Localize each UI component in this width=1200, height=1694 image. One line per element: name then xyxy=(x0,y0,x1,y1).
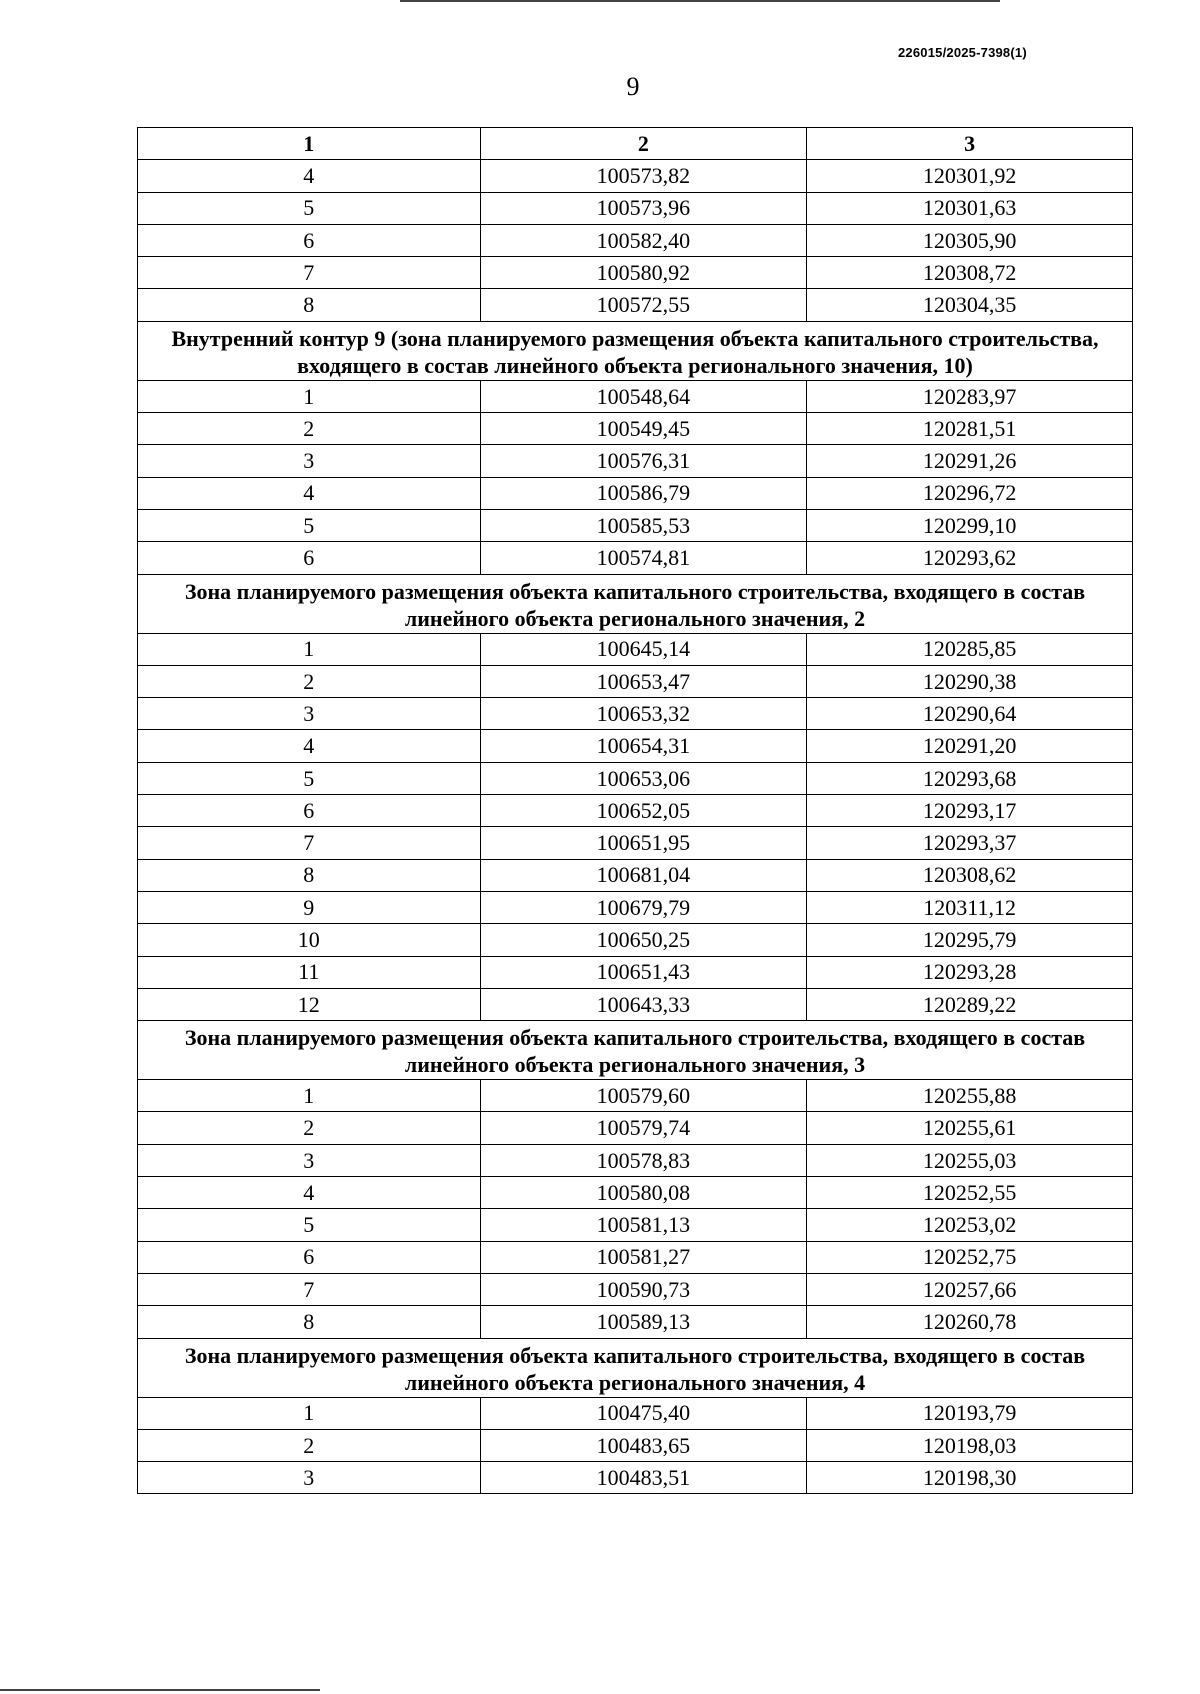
y-coordinate-cell: 120308,62 xyxy=(807,859,1133,891)
y-coordinate-cell: 120252,55 xyxy=(807,1177,1133,1209)
table-header-row xyxy=(138,128,1133,160)
table-row xyxy=(138,1144,1133,1176)
y-coordinate-cell: 120290,38 xyxy=(807,665,1133,697)
table-row xyxy=(138,1429,1133,1461)
table-row xyxy=(138,1462,1133,1494)
x-coordinate-cell: 100652,05 xyxy=(480,795,807,827)
point-number-cell: 9 xyxy=(138,891,481,923)
point-number-cell: 1 xyxy=(138,1397,481,1429)
x-coordinate-cell: 100589,13 xyxy=(480,1306,807,1338)
y-coordinate-cell: 120305,90 xyxy=(807,224,1133,256)
point-number-cell: 6 xyxy=(138,1241,481,1273)
y-coordinate-cell: 120252,75 xyxy=(807,1241,1133,1273)
y-coordinate-cell: 120193,79 xyxy=(807,1397,1133,1429)
table-row xyxy=(138,924,1133,956)
y-coordinate-cell: 120283,97 xyxy=(807,380,1133,412)
table-row xyxy=(138,891,1133,923)
table-row xyxy=(138,1112,1133,1144)
table-body xyxy=(138,160,1133,1494)
x-coordinate-cell: 100651,43 xyxy=(480,956,807,988)
scan-top-rule xyxy=(400,0,1000,2)
point-number-cell: 3 xyxy=(138,1144,481,1176)
point-number-cell: 12 xyxy=(138,988,481,1020)
section-title: Зона планируемого размещения объекта капитального строительства, входящего в состав линейного объекта регионального значения, 4 xyxy=(138,1338,1133,1397)
x-coordinate-cell: 100582,40 xyxy=(480,224,807,256)
table-row xyxy=(138,509,1133,541)
point-number-cell: 11 xyxy=(138,956,481,988)
y-coordinate-cell: 120255,88 xyxy=(807,1080,1133,1112)
point-number-cell: 8 xyxy=(138,289,481,321)
y-coordinate-cell: 120301,92 xyxy=(807,160,1133,192)
point-number-cell: 8 xyxy=(138,859,481,891)
point-number-cell: 5 xyxy=(138,1209,481,1241)
x-coordinate-cell: 100573,96 xyxy=(480,192,807,224)
point-number-cell: 1 xyxy=(138,1080,481,1112)
x-coordinate-cell: 100651,95 xyxy=(480,827,807,859)
table-row xyxy=(138,224,1133,256)
y-coordinate-cell: 120304,35 xyxy=(807,289,1133,321)
point-number-cell: 4 xyxy=(138,477,481,509)
table-row xyxy=(138,1209,1133,1241)
point-number-cell: 2 xyxy=(138,1429,481,1461)
x-coordinate-cell: 100581,27 xyxy=(480,1241,807,1273)
x-coordinate-cell: 100590,73 xyxy=(480,1273,807,1305)
table-row xyxy=(138,1080,1133,1112)
coordinates-table xyxy=(137,127,1133,1494)
x-coordinate-cell: 100578,83 xyxy=(480,1144,807,1176)
x-coordinate-cell: 100483,51 xyxy=(480,1462,807,1494)
point-number-cell: 5 xyxy=(138,192,481,224)
x-coordinate-cell: 100483,65 xyxy=(480,1429,807,1461)
y-coordinate-cell: 120260,78 xyxy=(807,1306,1133,1338)
point-number-cell: 3 xyxy=(138,1462,481,1494)
x-coordinate-cell: 100653,06 xyxy=(480,762,807,794)
y-coordinate-cell: 120291,26 xyxy=(807,445,1133,477)
point-number-cell: 8 xyxy=(138,1306,481,1338)
y-coordinate-cell: 120289,22 xyxy=(807,988,1133,1020)
y-coordinate-cell: 120290,64 xyxy=(807,698,1133,730)
x-coordinate-cell: 100645,14 xyxy=(480,633,807,665)
point-number-cell: 7 xyxy=(138,257,481,289)
table-row xyxy=(138,1273,1133,1305)
table-row xyxy=(138,192,1133,224)
page-number: 9 xyxy=(626,72,640,101)
point-number-cell: 5 xyxy=(138,509,481,541)
table-row xyxy=(138,289,1133,321)
section-title-row xyxy=(138,1021,1133,1080)
point-number-cell: 2 xyxy=(138,665,481,697)
x-coordinate-cell: 100650,25 xyxy=(480,924,807,956)
x-coordinate-cell: 100549,45 xyxy=(480,413,807,445)
y-coordinate-cell: 120281,51 xyxy=(807,413,1133,445)
x-coordinate-cell: 100579,60 xyxy=(480,1080,807,1112)
point-number-cell: 3 xyxy=(138,698,481,730)
table-row xyxy=(138,413,1133,445)
point-number-cell: 6 xyxy=(138,795,481,827)
section-title: Зона планируемого размещения объекта капитального строительства, входящего в состав линейного объекта регионального значения, 3 xyxy=(138,1021,1133,1080)
y-coordinate-cell: 120293,68 xyxy=(807,762,1133,794)
table-row xyxy=(138,859,1133,891)
table-row xyxy=(138,160,1133,192)
x-coordinate-cell: 100581,13 xyxy=(480,1209,807,1241)
table-row xyxy=(138,1177,1133,1209)
point-number-cell: 1 xyxy=(138,380,481,412)
point-number-cell: 5 xyxy=(138,762,481,794)
table-row xyxy=(138,698,1133,730)
point-number-cell: 2 xyxy=(138,1112,481,1144)
x-coordinate-cell: 100586,79 xyxy=(480,477,807,509)
y-coordinate-cell: 120295,79 xyxy=(807,924,1133,956)
table-row xyxy=(138,633,1133,665)
section-title: Внутренний контур 9 (зона планируемого размещения объекта капитального строительства, входящего в состав линейного объекта регионального значения, 10) xyxy=(138,321,1133,380)
x-coordinate-cell: 100653,47 xyxy=(480,665,807,697)
table-row xyxy=(138,762,1133,794)
point-number-cell: 6 xyxy=(138,224,481,256)
table-row xyxy=(138,1397,1133,1429)
x-coordinate-cell: 100681,04 xyxy=(480,859,807,891)
point-number-cell: 6 xyxy=(138,542,481,574)
document-number: 226015/2025-7398(1) xyxy=(898,45,1027,60)
x-coordinate-cell: 100576,31 xyxy=(480,445,807,477)
y-coordinate-cell: 120293,28 xyxy=(807,956,1133,988)
y-coordinate-cell: 120255,61 xyxy=(807,1112,1133,1144)
y-coordinate-cell: 120255,03 xyxy=(807,1144,1133,1176)
point-number-cell: 3 xyxy=(138,445,481,477)
table-row xyxy=(138,477,1133,509)
x-coordinate-cell: 100573,82 xyxy=(480,160,807,192)
scan-bottom-rule xyxy=(0,1689,320,1691)
point-number-cell: 1 xyxy=(138,633,481,665)
x-coordinate-cell: 100585,53 xyxy=(480,509,807,541)
table-row xyxy=(138,827,1133,859)
column-header-x: 2 xyxy=(480,128,807,160)
table-row xyxy=(138,257,1133,289)
point-number-cell: 10 xyxy=(138,924,481,956)
x-coordinate-cell: 100653,32 xyxy=(480,698,807,730)
y-coordinate-cell: 120293,17 xyxy=(807,795,1133,827)
x-coordinate-cell: 100654,31 xyxy=(480,730,807,762)
point-number-cell: 7 xyxy=(138,827,481,859)
y-coordinate-cell: 120257,66 xyxy=(807,1273,1133,1305)
x-coordinate-cell: 100679,79 xyxy=(480,891,807,923)
section-title-row xyxy=(138,1338,1133,1397)
y-coordinate-cell: 120296,72 xyxy=(807,477,1133,509)
y-coordinate-cell: 120198,30 xyxy=(807,1462,1133,1494)
point-number-cell: 4 xyxy=(138,160,481,192)
table-row xyxy=(138,730,1133,762)
column-header-point: 1 xyxy=(138,128,481,160)
point-number-cell: 4 xyxy=(138,730,481,762)
table-row xyxy=(138,988,1133,1020)
y-coordinate-cell: 120198,03 xyxy=(807,1429,1133,1461)
y-coordinate-cell: 120311,12 xyxy=(807,891,1133,923)
y-coordinate-cell: 120253,02 xyxy=(807,1209,1133,1241)
table-row xyxy=(138,542,1133,574)
point-number-cell: 2 xyxy=(138,413,481,445)
y-coordinate-cell: 120285,85 xyxy=(807,633,1133,665)
x-coordinate-cell: 100475,40 xyxy=(480,1397,807,1429)
table-row xyxy=(138,665,1133,697)
point-number-cell: 7 xyxy=(138,1273,481,1305)
x-coordinate-cell: 100572,55 xyxy=(480,289,807,321)
x-coordinate-cell: 100580,08 xyxy=(480,1177,807,1209)
y-coordinate-cell: 120293,37 xyxy=(807,827,1133,859)
x-coordinate-cell: 100579,74 xyxy=(480,1112,807,1144)
x-coordinate-cell: 100580,92 xyxy=(480,257,807,289)
y-coordinate-cell: 120299,10 xyxy=(807,509,1133,541)
table-row xyxy=(138,380,1133,412)
table-row xyxy=(138,1306,1133,1338)
x-coordinate-cell: 100574,81 xyxy=(480,542,807,574)
y-coordinate-cell: 120291,20 xyxy=(807,730,1133,762)
x-coordinate-cell: 100643,33 xyxy=(480,988,807,1020)
x-coordinate-cell: 100548,64 xyxy=(480,380,807,412)
table-row xyxy=(138,445,1133,477)
point-number-cell: 4 xyxy=(138,1177,481,1209)
section-title-row xyxy=(138,321,1133,380)
table-row xyxy=(138,956,1133,988)
y-coordinate-cell: 120293,62 xyxy=(807,542,1133,574)
y-coordinate-cell: 120301,63 xyxy=(807,192,1133,224)
section-title: Зона планируемого размещения объекта капитального строительства, входящего в состав линейного объекта регионального значения, 2 xyxy=(138,574,1133,633)
table-row xyxy=(138,1241,1133,1273)
y-coordinate-cell: 120308,72 xyxy=(807,257,1133,289)
section-title-row xyxy=(138,574,1133,633)
column-header-y: 3 xyxy=(807,128,1133,160)
table-row xyxy=(138,795,1133,827)
